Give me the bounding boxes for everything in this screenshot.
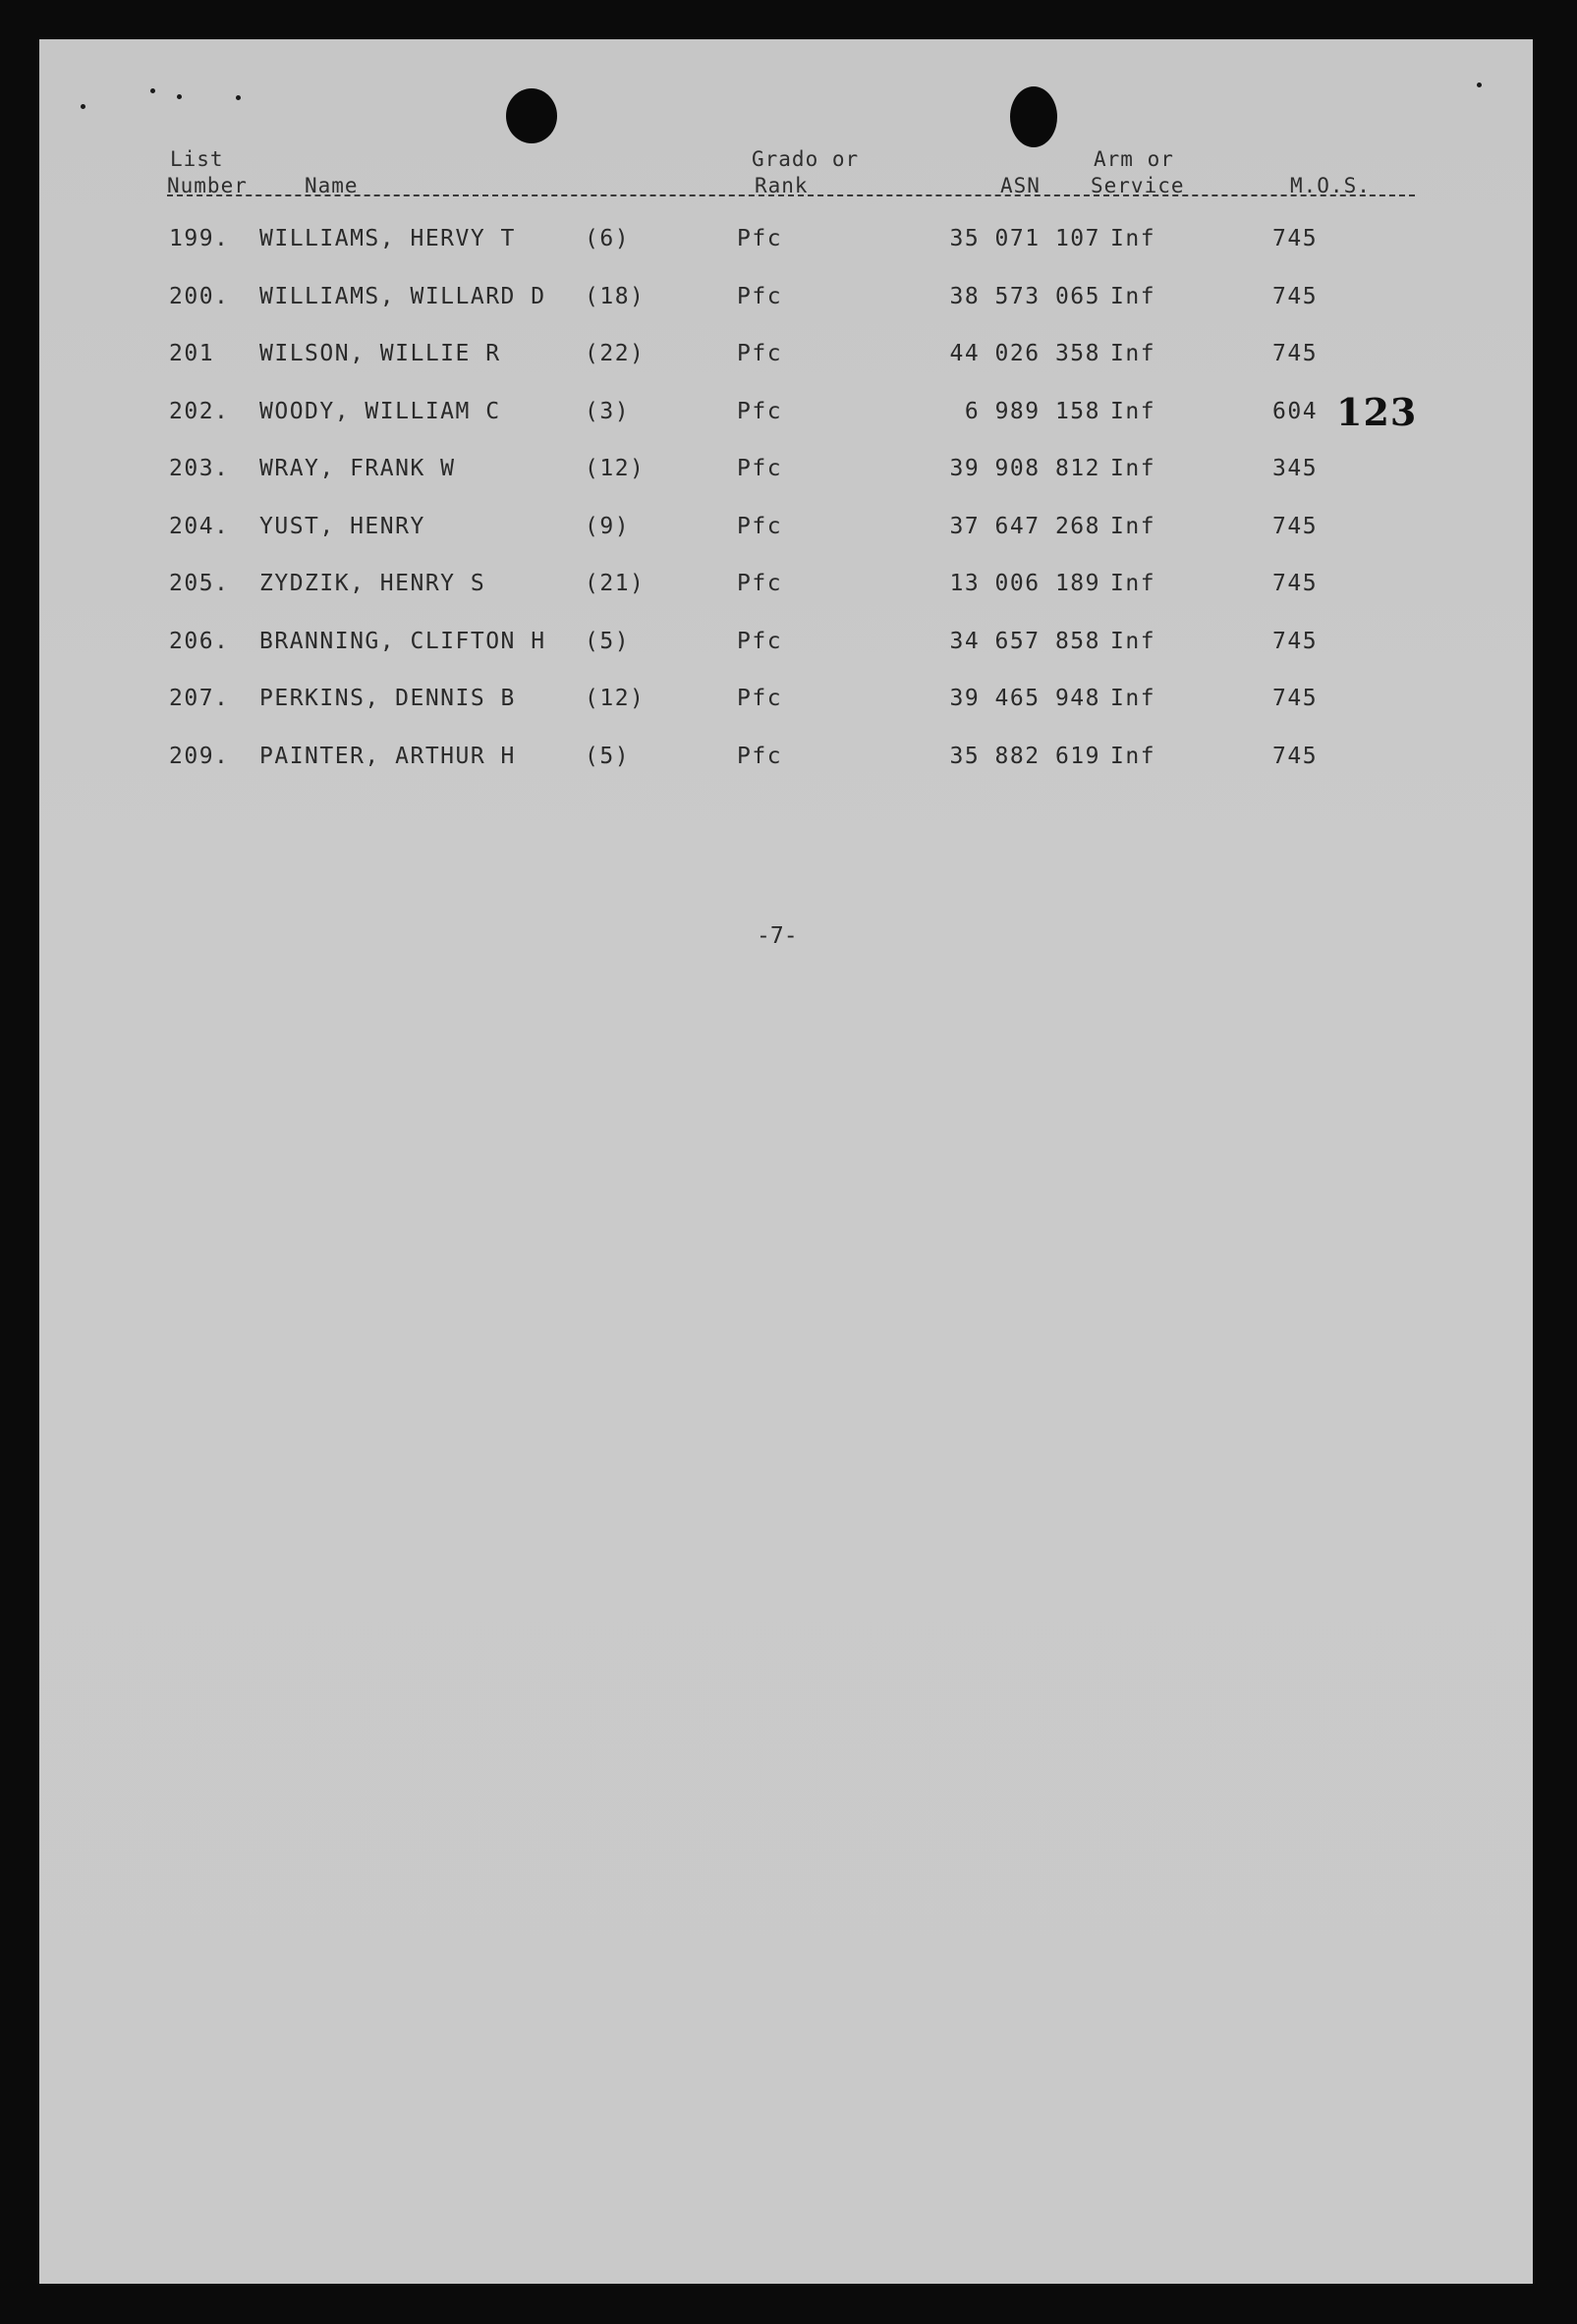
group-number: (22) bbox=[585, 341, 646, 366]
person-name: WILSON, WILLIE R bbox=[259, 341, 501, 366]
mos: 745 bbox=[1272, 284, 1319, 309]
mos: 745 bbox=[1272, 629, 1319, 654]
grade: Pfc bbox=[737, 514, 783, 539]
group-number: (18) bbox=[585, 284, 646, 309]
header-name: Name bbox=[305, 174, 359, 197]
group-number: (12) bbox=[585, 456, 646, 481]
group-number: (5) bbox=[585, 629, 631, 654]
grade: Pfc bbox=[737, 629, 783, 654]
person-name: PERKINS, DENNIS B bbox=[259, 686, 516, 711]
asn: 35 071 107 bbox=[949, 226, 1100, 251]
grade: Pfc bbox=[737, 399, 783, 424]
table-row bbox=[39, 341, 1533, 380]
grade: Pfc bbox=[737, 341, 783, 366]
person-name: WOODY, WILLIAM C bbox=[259, 399, 501, 424]
table-row bbox=[39, 744, 1533, 783]
list-number: 202. bbox=[169, 399, 230, 424]
person-name: WILLIAMS, HERVY T bbox=[259, 226, 516, 251]
page-number: -7- bbox=[757, 923, 798, 949]
arm-service: Inf bbox=[1110, 686, 1156, 711]
group-number: (21) bbox=[585, 571, 646, 596]
header-asn: ASN bbox=[1000, 174, 1041, 197]
list-number: 204. bbox=[169, 514, 230, 539]
list-number: 205. bbox=[169, 571, 230, 596]
header-list-number-line1: List bbox=[170, 147, 224, 171]
mos: 604 bbox=[1272, 399, 1319, 424]
asn: 44 026 358 bbox=[949, 341, 1100, 366]
mos: 745 bbox=[1272, 514, 1319, 539]
arm-service: Inf bbox=[1110, 226, 1156, 251]
asn: 6 989 158 bbox=[964, 399, 1100, 424]
header-grade-line1: Grado or bbox=[752, 147, 860, 171]
person-name: YUST, HENRY bbox=[259, 514, 425, 539]
group-number: (3) bbox=[585, 399, 631, 424]
arm-service: Inf bbox=[1110, 456, 1156, 481]
grade: Pfc bbox=[737, 456, 783, 481]
grade: Pfc bbox=[737, 744, 783, 769]
header-grade-line2: Rank bbox=[755, 174, 809, 197]
list-number: 207. bbox=[169, 686, 230, 711]
table-row bbox=[39, 629, 1533, 668]
grade: Pfc bbox=[737, 686, 783, 711]
mos: 745 bbox=[1272, 226, 1319, 251]
table-row bbox=[39, 284, 1533, 323]
table-row bbox=[39, 226, 1533, 265]
arm-service: Inf bbox=[1110, 571, 1156, 596]
list-number: 200. bbox=[169, 284, 230, 309]
speck bbox=[236, 95, 241, 100]
arm-service: Inf bbox=[1110, 284, 1156, 309]
asn: 13 006 189 bbox=[949, 571, 1100, 596]
table-row bbox=[39, 456, 1533, 495]
speck bbox=[81, 104, 85, 109]
mos: 745 bbox=[1272, 686, 1319, 711]
arm-service: Inf bbox=[1110, 629, 1156, 654]
arm-service: Inf bbox=[1110, 399, 1156, 424]
group-number: (9) bbox=[585, 514, 631, 539]
asn: 39 465 948 bbox=[949, 686, 1100, 711]
mos: 745 bbox=[1272, 571, 1319, 596]
list-number: 206. bbox=[169, 629, 230, 654]
table-row bbox=[39, 399, 1533, 438]
table-row bbox=[39, 686, 1533, 725]
group-number: (6) bbox=[585, 226, 631, 251]
grade: Pfc bbox=[737, 571, 783, 596]
person-name: ZYDZIK, HENRY S bbox=[259, 571, 486, 596]
asn: 35 882 619 bbox=[949, 744, 1100, 769]
arm-service: Inf bbox=[1110, 341, 1156, 366]
document-page bbox=[39, 39, 1533, 2284]
list-number: 201 bbox=[169, 341, 215, 366]
table-row bbox=[39, 514, 1533, 553]
asn: 38 573 065 bbox=[949, 284, 1100, 309]
header-rule bbox=[167, 194, 1415, 196]
mos: 745 bbox=[1272, 744, 1319, 769]
grade: Pfc bbox=[737, 226, 783, 251]
asn: 39 908 812 bbox=[949, 456, 1100, 481]
mos: 345 bbox=[1272, 456, 1319, 481]
speck bbox=[1477, 83, 1482, 87]
asn: 34 657 858 bbox=[949, 629, 1100, 654]
speck bbox=[177, 94, 182, 99]
table-row bbox=[39, 571, 1533, 610]
group-number: (12) bbox=[585, 686, 646, 711]
person-name: BRANNING, CLIFTON H bbox=[259, 629, 546, 654]
list-number: 199. bbox=[169, 226, 230, 251]
person-name: WILLIAMS, WILLARD D bbox=[259, 284, 546, 309]
arm-service: Inf bbox=[1110, 514, 1156, 539]
header-arm-line2: Service bbox=[1091, 174, 1185, 197]
header-list-number-line2: Number bbox=[167, 174, 248, 197]
speck bbox=[150, 88, 155, 93]
punch-hole-left bbox=[506, 88, 557, 143]
mos: 745 bbox=[1272, 341, 1319, 366]
person-name: WRAY, FRANK W bbox=[259, 456, 456, 481]
grade: Pfc bbox=[737, 284, 783, 309]
arm-service: Inf bbox=[1110, 744, 1156, 769]
stamped-number: 123 bbox=[1336, 390, 1418, 434]
group-number: (5) bbox=[585, 744, 631, 769]
header-arm-line1: Arm or bbox=[1094, 147, 1174, 171]
header-mos: M.O.S. bbox=[1290, 174, 1371, 197]
punch-hole-right bbox=[1010, 86, 1057, 147]
asn: 37 647 268 bbox=[949, 514, 1100, 539]
list-number: 209. bbox=[169, 744, 230, 769]
person-name: PAINTER, ARTHUR H bbox=[259, 744, 516, 769]
list-number: 203. bbox=[169, 456, 230, 481]
